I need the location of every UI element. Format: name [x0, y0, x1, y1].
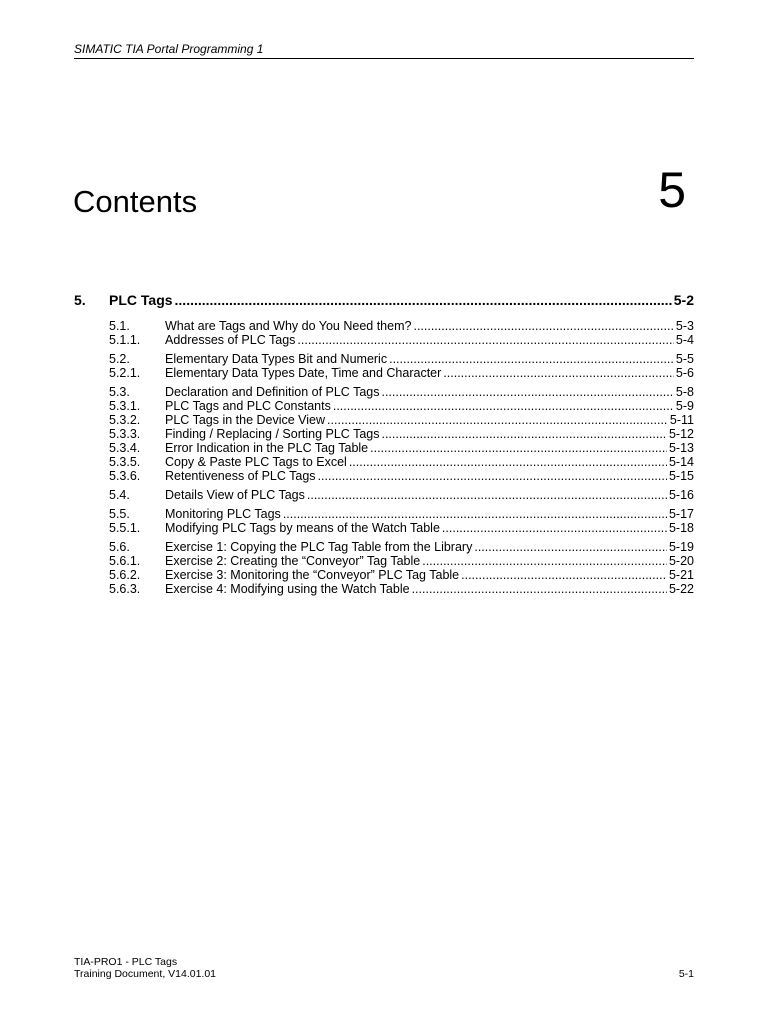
toc-entry-title: Elementary Data Types Date, Time and Character — [165, 366, 442, 380]
toc-entry-page: 5-4 — [675, 333, 694, 347]
toc-entry-title: What are Tags and Why do You Need them? — [165, 319, 412, 333]
toc-entry-page: 5-21 — [668, 568, 694, 582]
toc-entry-page: 5-17 — [668, 507, 694, 521]
chapter-number: 5 — [658, 162, 686, 218]
toc-entry[interactable] — [74, 507, 694, 521]
toc-entry-number: 5.6. — [109, 540, 130, 554]
toc-entry-number: 5.6.2. — [109, 568, 141, 582]
toc-entry-page: 5-6 — [675, 366, 694, 380]
toc-leader-dots — [442, 521, 667, 535]
toc-entry-title: Details View of PLC Tags — [165, 488, 305, 502]
toc-main-title: PLC Tags — [109, 292, 173, 308]
toc-entry[interactable] — [74, 427, 694, 441]
toc-entry-number: 5.6.3. — [109, 582, 141, 596]
toc-entry-page: 5-3 — [675, 319, 694, 333]
toc-entry-title: PLC Tags and PLC Constants — [165, 399, 331, 413]
toc-leader-dots — [349, 455, 667, 469]
toc-group — [74, 319, 694, 347]
toc-entry-number: 5.6.1. — [109, 554, 141, 568]
toc-leader-dots — [283, 507, 667, 521]
toc-group — [74, 488, 694, 502]
toc-main-number: 5. — [74, 292, 86, 308]
toc-entry-number: 5.2. — [109, 352, 130, 366]
toc-entry-title: Exercise 4: Modifying using the Watch Table — [165, 582, 410, 596]
header-text: SIMATIC TIA Portal Programming 1 — [74, 42, 264, 56]
toc-entry[interactable] — [74, 366, 694, 380]
page-header — [74, 42, 694, 59]
toc-group — [74, 352, 694, 380]
toc-leader-dots — [381, 427, 666, 441]
toc-entry-page: 5-5 — [675, 352, 694, 366]
toc-entry[interactable] — [74, 582, 694, 596]
toc-entry-title: Monitoring PLC Tags — [165, 507, 281, 521]
toc-entry-number: 5.2.1. — [109, 366, 141, 380]
toc-leader-dots — [297, 333, 674, 347]
toc-entry[interactable] — [74, 333, 694, 347]
toc-entry-page: 5-19 — [668, 540, 694, 554]
toc-main-entry[interactable] — [74, 290, 694, 312]
toc-entry-number: 5.3.3. — [109, 427, 141, 441]
toc-leader-dots — [461, 568, 667, 582]
toc-entry[interactable] — [74, 540, 694, 554]
toc-entry-number: 5.5. — [109, 507, 130, 521]
table-of-contents — [74, 290, 694, 601]
toc-group — [74, 540, 694, 596]
toc-leader-dots — [381, 385, 673, 399]
toc-entry-number: 5.1.1. — [109, 333, 141, 347]
toc-entry-title: PLC Tags in the Device View — [165, 413, 326, 427]
toc-entry[interactable] — [74, 441, 694, 455]
toc-entry-page: 5-18 — [668, 521, 694, 535]
toc-entry-title: Exercise 3: Monitoring the “Conveyor” PLC Tag Table — [165, 568, 460, 582]
toc-entry-title: Addresses of PLC Tags — [165, 333, 296, 347]
toc-entry-title: Declaration and Definition of PLC Tags — [165, 385, 380, 399]
toc-entry-page: 5-15 — [668, 469, 694, 483]
toc-entry-number: 5.3. — [109, 385, 130, 399]
toc-entry-title: Retentiveness of PLC Tags — [165, 469, 316, 483]
toc-entry-page: 5-9 — [675, 399, 694, 413]
toc-entry[interactable] — [74, 488, 694, 502]
page-footer — [74, 956, 694, 980]
footer-page-number: 5-1 — [678, 968, 694, 980]
page-title: Contents — [73, 184, 198, 219]
toc-leader-dots — [175, 290, 672, 310]
toc-leader-dots — [318, 469, 667, 483]
toc-entry-page: 5-8 — [675, 385, 694, 399]
toc-entry-title: Modifying PLC Tags by means of the Watch Table — [165, 521, 440, 535]
toc-entry[interactable] — [74, 385, 694, 399]
toc-leader-dots — [413, 319, 673, 333]
toc-entry-number: 5.3.2. — [109, 413, 141, 427]
toc-main-page: 5-2 — [673, 292, 694, 308]
toc-group — [74, 507, 694, 535]
toc-entry[interactable] — [74, 352, 694, 366]
toc-entry[interactable] — [74, 455, 694, 469]
toc-entry-number: 5.1. — [109, 319, 130, 333]
toc-leader-dots — [412, 582, 667, 596]
toc-group — [74, 385, 694, 483]
toc-entry-title: Finding / Replacing / Sorting PLC Tags — [165, 427, 380, 441]
toc-entry-page: 5-14 — [668, 455, 694, 469]
toc-entry-title: Exercise 2: Creating the “Conveyor” Tag Table — [165, 554, 421, 568]
toc-entry-number: 5.3.5. — [109, 455, 141, 469]
toc-entry-title: Copy & Paste PLC Tags to Excel — [165, 455, 347, 469]
toc-leader-dots — [389, 352, 674, 366]
toc-entry-page: 5-22 — [668, 582, 694, 596]
toc-entry[interactable] — [74, 399, 694, 413]
toc-leader-dots — [443, 366, 674, 380]
toc-entry-page: 5-12 — [668, 427, 694, 441]
toc-entry-title: Error Indication in the PLC Tag Table — [165, 441, 369, 455]
toc-leader-dots — [474, 540, 667, 554]
toc-entry[interactable] — [74, 413, 694, 427]
toc-entry[interactable] — [74, 568, 694, 582]
toc-entry[interactable] — [74, 469, 694, 483]
footer-course: TIA-PRO1 - PLC Tags — [74, 956, 178, 968]
toc-entry-number: 5.3.6. — [109, 469, 141, 483]
toc-entry[interactable] — [74, 521, 694, 535]
toc-leader-dots — [327, 413, 668, 427]
toc-entry-title: Exercise 1: Copying the PLC Tag Table from the Library — [165, 540, 473, 554]
toc-leader-dots — [370, 441, 667, 455]
toc-entry-title: Elementary Data Types Bit and Numeric — [165, 352, 388, 366]
toc-leader-dots — [307, 488, 667, 502]
toc-leader-dots — [422, 554, 667, 568]
toc-entry-number: 5.4. — [109, 488, 130, 502]
toc-entry-number: 5.5.1. — [109, 521, 141, 535]
toc-entry-number: 5.3.4. — [109, 441, 141, 455]
toc-entry-page: 5-13 — [668, 441, 694, 455]
toc-entry-page: 5-11 — [669, 413, 694, 427]
toc-entry-page: 5-16 — [668, 488, 694, 502]
toc-entry[interactable] — [74, 319, 694, 333]
toc-leader-dots — [333, 399, 674, 413]
footer-document: Training Document, V14.01.01 — [74, 968, 217, 980]
toc-entry-number: 5.3.1. — [109, 399, 141, 413]
toc-entry-page: 5-20 — [668, 554, 694, 568]
toc-entry[interactable] — [74, 554, 694, 568]
